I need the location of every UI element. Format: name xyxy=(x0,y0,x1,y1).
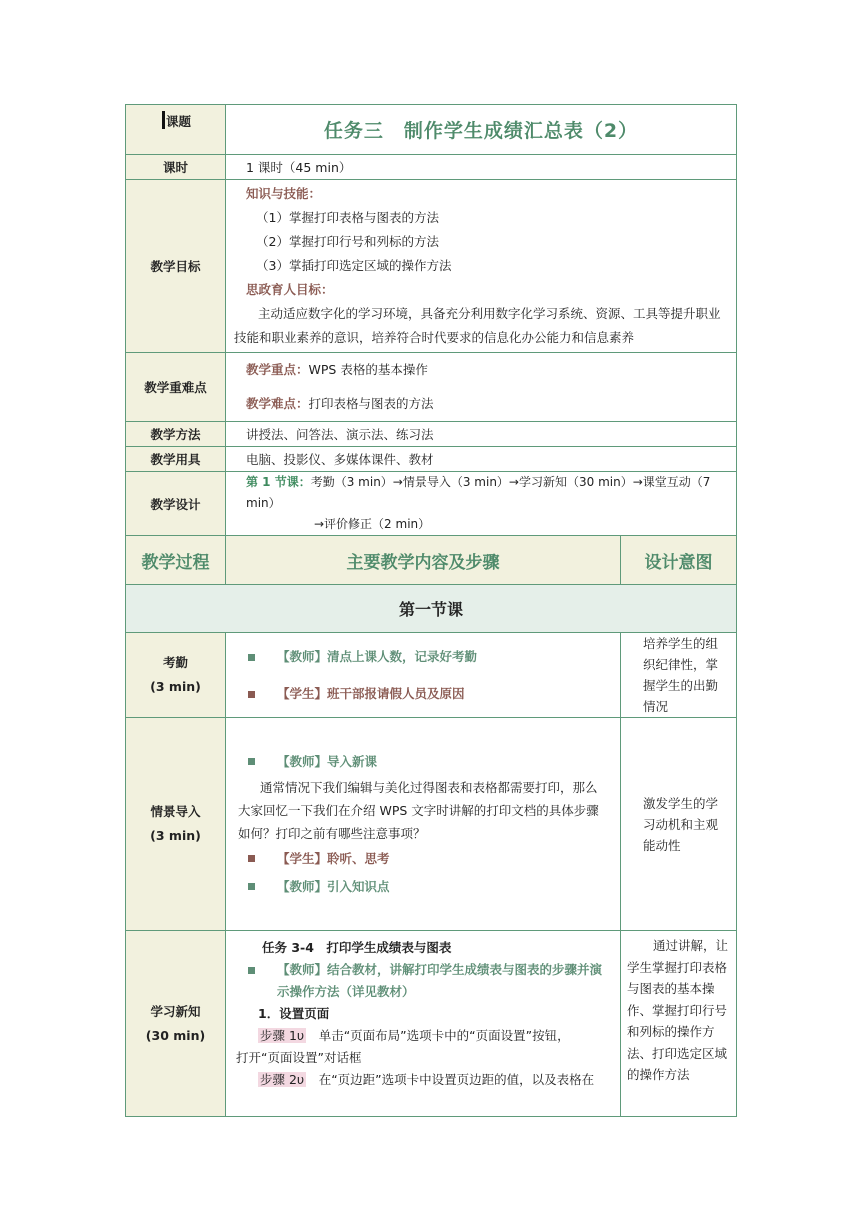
stage-name: 情景导入 xyxy=(150,804,201,819)
stage-time: (30 min) xyxy=(145,1027,206,1043)
intro-paragraph: 通常情况下我们编辑与美化过得图表和表格都需要打印，那么 xyxy=(260,779,598,795)
attendance-intent: 培养学生的组织纪律性，掌握学生的出勤情况 xyxy=(621,633,737,718)
methods-label: 教学方法 xyxy=(126,422,226,447)
attendance-stage xyxy=(126,633,226,718)
knowledge-heading: 知识与技能： xyxy=(246,186,322,201)
design-line: 考勤（3 min）→情景导入（3 min）→学习新知（30 min）→课堂互动（7 min） xyxy=(246,475,711,510)
bullet-square-icon xyxy=(248,691,255,698)
process-header-row xyxy=(126,536,737,585)
bullet-square-icon xyxy=(248,654,255,661)
title-row xyxy=(126,105,737,155)
methods-row xyxy=(126,422,737,447)
design-content xyxy=(226,472,737,536)
intro-intent: 激发学生的学习动机和主观能动性 xyxy=(621,718,737,931)
task-title: 任务 3-4 打印学生成绩表与图表 xyxy=(262,940,452,955)
intro-paragraph: 大家回忆一下我们在介绍 WPS 文字时讲解的打印文档的具体步骤 xyxy=(238,802,599,818)
step-tag: 步骤 2υ xyxy=(260,1072,305,1087)
lesson-plan-page xyxy=(125,104,736,1117)
tools-row xyxy=(126,447,737,472)
difficulty-value: 打印表格与图表的方法 xyxy=(308,396,434,411)
bullet-square-icon xyxy=(248,883,255,890)
section-title: 第一节课 xyxy=(126,585,737,633)
goal-item: （1）掌握打印表格与图表的方法 xyxy=(256,210,439,225)
design-label: 教学设计 xyxy=(126,472,226,536)
lesson-plan-table xyxy=(125,104,737,1117)
teacher-note: 【教师】导入新课 xyxy=(277,753,378,769)
teacher-note: 【教师】清点上课人数，记录好考勤 xyxy=(277,649,478,664)
student-note: 【学生】聆听、思考 xyxy=(277,850,390,866)
design-line: →评价修正（2 min） xyxy=(314,517,431,531)
hours-label: 课时 xyxy=(126,155,226,180)
section-row xyxy=(126,585,737,633)
sub-heading: 1．设置页面 xyxy=(258,1006,330,1021)
content-col-header: 主要教学内容及步骤 xyxy=(226,536,621,585)
focus-label: 教学重点： xyxy=(246,362,309,377)
student-note: 【学生】班干部报请假人员及原因 xyxy=(277,686,465,701)
key-points-content xyxy=(226,353,737,422)
lesson-label: 第 1 节课： xyxy=(246,475,311,489)
learn-content xyxy=(226,931,621,1117)
intro-paragraph: 如何？打印之前有哪些注意事项？ xyxy=(238,825,426,841)
goals-row xyxy=(126,180,737,353)
attendance-row xyxy=(126,633,737,718)
tools-label: 教学用具 xyxy=(126,447,226,472)
teacher-note: 示操作方法（详见教材） xyxy=(277,984,415,999)
methods-value: 讲授法、问答法、演示法、练习法 xyxy=(226,422,737,447)
stage-name: 考勤 xyxy=(162,655,188,670)
stage-time: (3 min) xyxy=(150,679,201,694)
learn-intent: 通过讲解，让学生掌握打印表格与图表的基本操作、掌握打印行号和列标的操作方法、打印选定区域的操作方法 xyxy=(621,931,737,1117)
step-text: 在“页边距”选项卡中设置页边距的值，以及表格在 xyxy=(318,1072,595,1087)
stage-time: (3 min) xyxy=(150,828,201,843)
ideology-line: 技能和职业素养的意识，培养符合时代要求的信息化办公能力和信息素养 xyxy=(234,330,635,345)
step-tag: 步骤 1υ xyxy=(260,1028,305,1043)
bullet-square-icon xyxy=(248,855,255,862)
intent-col-header: 设计意图 xyxy=(621,536,737,585)
key-points-label: 教学重难点 xyxy=(126,353,226,422)
ideology-heading: 思政育人目标： xyxy=(246,282,334,297)
cursor-bar-icon xyxy=(162,111,165,129)
goal-item: （2）掌握打印行号和列标的方法 xyxy=(256,234,439,249)
intro-row xyxy=(126,718,737,931)
tools-value: 电脑、投影仪、多媒体课件、教材 xyxy=(226,447,737,472)
bullet-square-icon xyxy=(248,758,255,765)
bullet-square-icon xyxy=(248,967,255,974)
topic-label: 课题 xyxy=(166,114,192,129)
ideology-line: 主动适应数字化的学习环境，具备充分利用数字化学习系统、资源、工具等提升职业 xyxy=(258,306,721,321)
focus-value: WPS 表格的基本操作 xyxy=(308,362,428,377)
design-row xyxy=(126,472,737,536)
intro-stage xyxy=(126,718,226,931)
process-col-header: 教学过程 xyxy=(126,536,226,585)
learn-stage xyxy=(126,931,226,1117)
goals-label: 教学目标 xyxy=(126,180,226,353)
key-points-row xyxy=(126,353,737,422)
step-text: 打开“页面设置”对话框 xyxy=(236,1050,362,1065)
intro-content xyxy=(226,718,621,931)
lesson-title: 任务三 制作学生成绩汇总表（2） xyxy=(226,105,737,155)
hours-row xyxy=(126,155,737,180)
hours-value: 1 课时（45 min） xyxy=(226,155,737,180)
teacher-note: 【教师】结合教材，讲解打印学生成绩表与图表的步骤并演 xyxy=(277,962,603,977)
step-text: 单击“页面布局”选项卡中的“页面设置”按钮， xyxy=(318,1028,570,1043)
difficulty-label: 教学难点： xyxy=(246,396,309,411)
topic-label-cell xyxy=(126,105,226,155)
stage-name: 学习新知 xyxy=(150,1003,201,1019)
learn-row xyxy=(126,931,737,1117)
attendance-content xyxy=(226,633,621,718)
goals-content xyxy=(226,180,737,353)
goal-item: （3）掌插打印选定区域的操作方法 xyxy=(256,258,452,273)
teacher-note: 【教师】引入知识点 xyxy=(277,878,390,894)
